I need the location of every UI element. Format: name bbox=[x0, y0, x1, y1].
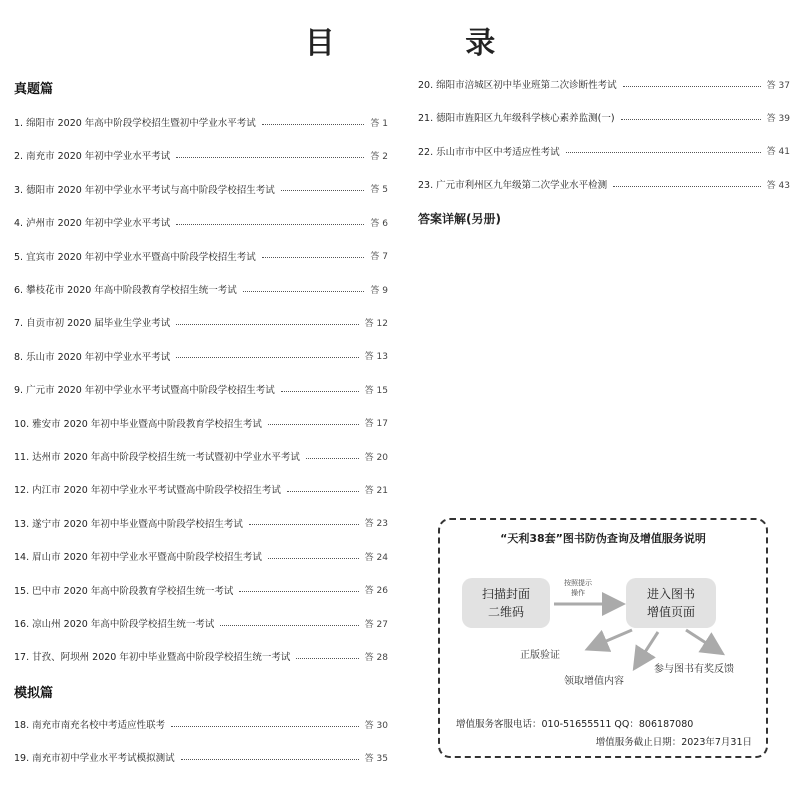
leader-dots bbox=[613, 186, 761, 187]
toc-entry[interactable] bbox=[14, 615, 388, 631]
outcome-feedback: 参与图书有奖反馈 bbox=[654, 664, 734, 675]
section-heading-answers: 答案详解(另册) bbox=[418, 212, 501, 226]
toc-entry-title: 16. 凉山州 2020 年高中阶段学校招生统一考试 bbox=[14, 619, 215, 630]
toc-entry-title: 4. 泸州市 2020 年初中学业水平考试 bbox=[14, 218, 171, 230]
toc-entry-page: 答 27 bbox=[364, 619, 388, 630]
step-scan-qr bbox=[462, 578, 550, 628]
leader-dots bbox=[243, 291, 365, 292]
toc-entry-title: 15. 巴中市 2020 年高中阶段教育学校招生统一考试 bbox=[14, 585, 234, 597]
toc-entry-title: 14. 眉山市 2020 年初中学业水平暨高中阶段学校招生考试 bbox=[14, 552, 262, 564]
toc-entry-page: 答 28 bbox=[364, 652, 388, 663]
toc-entry-page: 答 17 bbox=[364, 419, 388, 430]
toc-entry[interactable] bbox=[14, 114, 388, 130]
toc-entry-page: 答 2 bbox=[370, 151, 388, 162]
toc-entry-page: 答 43 bbox=[766, 180, 790, 191]
toc-entry[interactable] bbox=[14, 281, 388, 297]
service-info-box bbox=[438, 518, 768, 758]
toc-entry-page: 答 13 bbox=[364, 352, 388, 363]
toc-entry-title: 20. 绵阳市涪城区初中毕业班第二次诊断性考试 bbox=[418, 80, 617, 91]
toc-entry[interactable] bbox=[14, 749, 388, 765]
toc-entry-title: 2. 南充市 2020 年初中学业水平考试 bbox=[14, 151, 171, 163]
toc-entry-page: 答 23 bbox=[364, 519, 388, 530]
leader-dots bbox=[268, 424, 359, 425]
step-hint bbox=[564, 578, 592, 598]
toc-entry[interactable] bbox=[14, 248, 388, 264]
toc-entry-page: 答 35 bbox=[364, 753, 388, 764]
leader-dots bbox=[262, 257, 365, 258]
toc-entry-page: 答 7 bbox=[370, 252, 388, 263]
toc-entry-title: 8. 乐山市 2020 年初中学业水平考试 bbox=[14, 351, 171, 363]
toc-entry[interactable] bbox=[14, 214, 388, 230]
toc-entry-title: 19. 南充市初中学业水平考试模拟测试 bbox=[14, 753, 175, 765]
toc-entry-title: 23. 广元市利州区九年级第二次学业水平检测 bbox=[418, 180, 608, 192]
step-scan-line1: 扫描封面 bbox=[481, 587, 530, 601]
leader-dots bbox=[171, 726, 359, 727]
leader-dots bbox=[287, 491, 359, 492]
leader-dots bbox=[566, 152, 761, 153]
leader-dots bbox=[621, 119, 761, 120]
leader-dots bbox=[176, 224, 364, 225]
leader-dots bbox=[176, 324, 358, 325]
toc-entry[interactable] bbox=[418, 143, 790, 159]
leader-dots bbox=[176, 157, 364, 158]
toc-entry[interactable] bbox=[14, 381, 388, 397]
hint-line1: 按照提示 bbox=[564, 579, 592, 587]
toc-entry-title: 22. 乐山市市中区中考适应性考试 bbox=[418, 146, 560, 158]
toc-entry-title: 7. 自贡市初 2020 届毕业生学业考试 bbox=[14, 318, 171, 330]
leader-dots bbox=[268, 558, 359, 559]
toc-entry-page: 答 20 bbox=[364, 452, 388, 463]
toc-entry-title: 3. 德阳市 2020 年初中学业水平考试与高中阶段学校招生考试 bbox=[14, 184, 275, 196]
service-contact: 增值服务客服电话：010-51655511 QQ：806187080 bbox=[456, 719, 694, 730]
leader-dots bbox=[249, 524, 359, 525]
leader-dots bbox=[262, 124, 365, 125]
outcome-content: 领取增值内容 bbox=[564, 676, 624, 687]
outcome-verify: 正版验证 bbox=[520, 650, 560, 661]
toc-entry[interactable] bbox=[14, 448, 388, 464]
leader-dots bbox=[623, 86, 761, 87]
section-heading-zhenti: 真题篇 bbox=[14, 82, 54, 97]
toc-entry[interactable] bbox=[14, 181, 388, 197]
leader-dots bbox=[176, 357, 358, 358]
page-title: 目 录 bbox=[304, 26, 556, 61]
toc-entry-title: 18. 南充市南充名校中考适应性联考 bbox=[14, 720, 166, 731]
toc-entry-page: 答 5 bbox=[370, 185, 388, 196]
toc-entry-title: 13. 遂宁市 2020 年初中毕业暨高中阶段学校招生考试 bbox=[14, 518, 243, 530]
hint-line2: 操作 bbox=[571, 589, 585, 597]
toc-entry[interactable] bbox=[14, 648, 388, 664]
toc-entry[interactable] bbox=[418, 76, 790, 92]
leader-dots bbox=[306, 458, 359, 459]
toc-entry-page: 答 1 bbox=[370, 118, 388, 129]
step-enter-line2: 增值页面 bbox=[646, 605, 695, 619]
toc-entry[interactable] bbox=[14, 348, 388, 364]
toc-entry-page: 答 12 bbox=[364, 318, 388, 329]
toc-entry-page: 答 41 bbox=[766, 147, 790, 158]
toc-entry-page: 答 30 bbox=[364, 720, 388, 731]
section-heading-moni: 模拟篇 bbox=[14, 686, 54, 701]
toc-entry-page: 答 21 bbox=[364, 485, 388, 496]
toc-entry[interactable] bbox=[14, 582, 388, 598]
toc-entry[interactable] bbox=[418, 176, 790, 192]
toc-entry-title: 9. 广元市 2020 年初中学业水平考试暨高中阶段学校招生考试 bbox=[14, 385, 275, 397]
toc-entry[interactable] bbox=[14, 716, 388, 732]
toc-entry[interactable] bbox=[14, 415, 388, 431]
toc-entry-title: 17. 甘孜、阿坝州 2020 年初中毕业暨高中阶段学校招生统一考试 bbox=[14, 652, 291, 664]
service-title: “天利38套”图书防伪查询及增值服务说明 bbox=[500, 532, 706, 545]
toc-entry-title: 11. 达州市 2020 年高中阶段学校招生统一考试暨初中学业水平考试 bbox=[14, 452, 300, 463]
leader-dots bbox=[296, 658, 358, 659]
leader-dots bbox=[220, 625, 358, 626]
leader-dots bbox=[281, 391, 359, 392]
toc-entry-title: 10. 雅安市 2020 年初中毕业暨高中阶段教育学校招生考试 bbox=[14, 418, 262, 430]
toc-entry-page: 答 26 bbox=[364, 586, 388, 597]
toc-entry-title: 6. 攀枝花市 2020 年高中阶段教育学校招生统一考试 bbox=[14, 285, 237, 296]
toc-entry[interactable] bbox=[418, 109, 790, 125]
toc-entry[interactable] bbox=[14, 147, 388, 163]
leader-dots bbox=[181, 759, 359, 760]
toc-entry[interactable] bbox=[14, 314, 388, 330]
toc-entry-title: 5. 宜宾市 2020 年初中学业水平暨高中阶段学校招生考试 bbox=[14, 251, 256, 263]
toc-entry-page: 答 24 bbox=[364, 552, 388, 563]
toc-entry-page: 答 37 bbox=[766, 80, 790, 91]
leader-dots bbox=[239, 591, 358, 592]
toc-entry-page: 答 15 bbox=[364, 385, 388, 396]
toc-entry-page: 答 6 bbox=[370, 218, 388, 229]
toc-entry-page: 答 9 bbox=[370, 285, 388, 296]
toc-entry-page: 答 39 bbox=[766, 113, 790, 124]
toc-entry[interactable] bbox=[14, 515, 388, 531]
step-enter-line1: 进入图书 bbox=[646, 587, 695, 601]
step-scan-line2: 二维码 bbox=[487, 605, 524, 619]
toc-entry-title: 1. 绵阳市 2020 年高中阶段学校招生暨初中学业水平考试 bbox=[14, 118, 256, 129]
step-enter-page bbox=[626, 578, 716, 628]
toc-entry[interactable] bbox=[14, 481, 388, 497]
toc-entry-title: 21. 德阳市旌阳区九年级科学核心素养监测(一) bbox=[418, 113, 615, 125]
toc-entry-title: 12. 内江市 2020 年初中学业水平考试暨高中阶段学校招生考试 bbox=[14, 485, 281, 497]
service-deadline: 增值服务截止日期：2023年7月31日 bbox=[595, 737, 752, 748]
toc-entry[interactable] bbox=[14, 548, 388, 564]
leader-dots bbox=[281, 190, 365, 191]
